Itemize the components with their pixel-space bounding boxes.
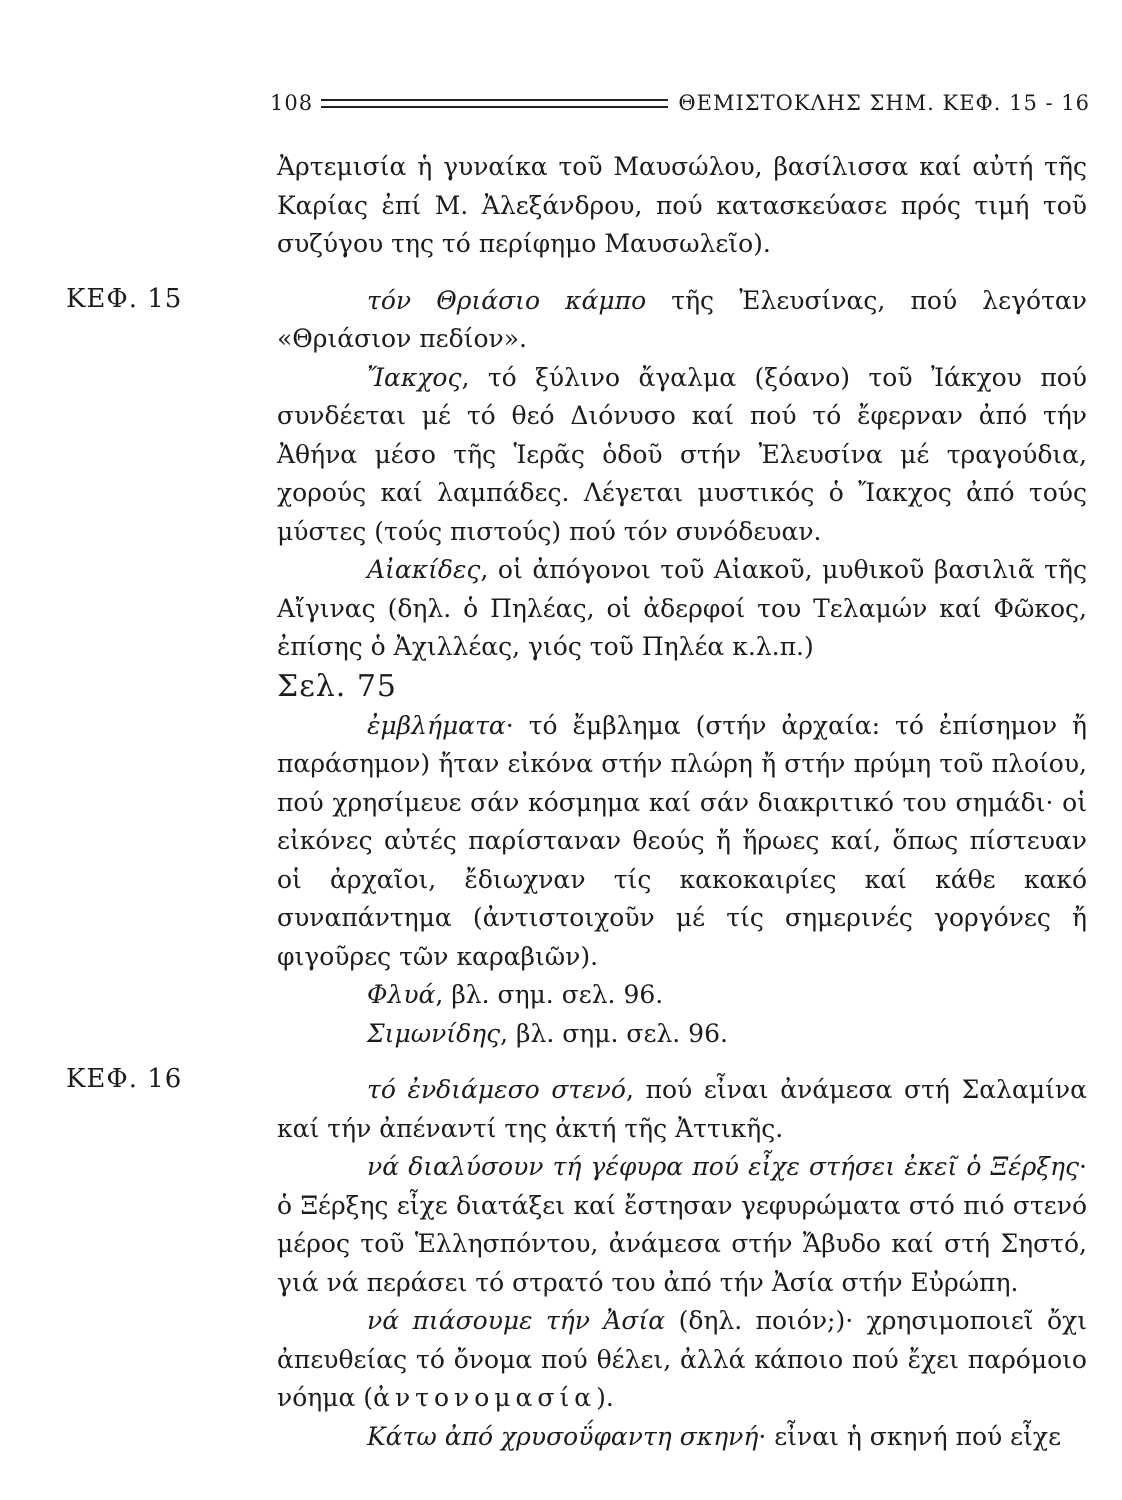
note-term: νά πιάσουμε τήν Ἀσία: [367, 1306, 666, 1335]
note-term: νά διαλύσουν τή γέφυρα πού εἶχε στήσει ἐκεῖ ὁ Ξέρξης: [367, 1152, 1080, 1181]
note-entry: Φλυά, βλ. σημ. σελ. 96.: [367, 980, 664, 1009]
paragraph: Ἀρτεμισία ἡ γυναίκα τοῦ Μαυσώλου, βασίλισσα καί αὐτή τῆς Καρίας ἐπί Μ. Ἀλεξάνδρου, πού κατασκεύασε πρός τιμή τοῦ συζύγου της τό περίφημο Μαυσωλεῖο).: [277, 152, 1087, 258]
note-term: ἐμβλήματα: [367, 710, 506, 740]
note-term: Αἰακίδες: [367, 555, 481, 584]
note-entry: ἐμβλήματα· τό ἔμβλημα (στήν ἀρχαία: τό ἐπίσημον ἤ παράσημον) ἤταν εἰκόνα στήν πλώρη ἤ στήν πρύμη τοῦ πλοίου, πού χρησίμευε σάν κόσμημα καί σάν διακριτικό του σημάδι· οἱ εἰκόνες αὐτές παρίσταναν θεούς ἤ ἥρωες καί, ὅπως πίστευαν οἱ ἀρχαῖοι, ἔδιωχναν τίς κακοκαιρίες καί κάθε κακό συναπάντημα (ἀντιστοιχοῦν μέ τίς σημερινές γοργόνες ἤ φιγοῦρες τῶν καραβιῶν).: [277, 710, 1087, 971]
header-double-rule: [321, 99, 668, 108]
note-entry: Σιμωνίδης, βλ. σημ. σελ. 96.: [367, 1018, 728, 1048]
section-heading: Σελ. 75: [277, 668, 398, 704]
spaced-term: ἀντονομασία: [373, 1383, 597, 1412]
note-entry: Ἴακχος, τό ξύλινο ἄγαλμα (ξόανο) τοῦ Ἰάκχου πού συνδέεται μέ τό θεό Διόνυσο καί πού τό ἔφερναν ἀπό τήν Ἀθήνα μέσο τῆς Ἱερᾶς ὁδοῦ στήν Ἐλευσίνα μέ τραγούδια, χορούς καί λαμπάδες. Λέγεται μυστικός ὁ Ἴακχος ἀπό τούς μύστες (τούς πιστούς) πού τόν συνόδευαν.: [277, 362, 1087, 546]
note-term: Κάτω ἀπό χρυσοΰφαντη σκηνή: [367, 1421, 759, 1451]
note-entry: Κάτω ἀπό χρυσοΰφαντη σκηνή· εἶναι ἡ σκηνή πού εἶχε: [367, 1421, 1062, 1451]
body-text: [277, 148, 1087, 1456]
note-entry: νά πιάσουμε τήν Ἀσία (δηλ. ποιόν;)· χρησιμοποιεῖ ὄχι ἀπευθείας τό ὄνομα πού θέλει, ἀλλά κάποιο πού ἔχει παρόμοιο νόημα (ἀντονομασία).: [277, 1306, 1087, 1412]
note-term: τό ἐνδιάμεσο στενό: [367, 1075, 626, 1104]
note-term: Ἴακχος: [367, 362, 462, 392]
note-term: Σιμωνίδης: [367, 1018, 501, 1048]
note-entry: Αἰακίδες, οἱ ἀπόγονοι τοῦ Αἰακοῦ, μυθικοῦ βασιλιᾶ τῆς Αἴγινας (δηλ. ὁ Πηλέας, οἱ ἀδερφοί του Τελαμών καί Φῶκος, ἐπίσης ὁ Ἀχιλλέας, γιός τοῦ Πηλέα κ.λ.π.): [277, 555, 1087, 661]
margin-label-kef15: ΚΕΦ. 15: [66, 284, 183, 314]
note-term: τόν Θριάσιο κάμπο: [367, 285, 647, 315]
running-header: [270, 88, 1090, 118]
running-title: ΘΕΜΙΣΤΟΚΛΗΣ ΣΗΜ. ΚΕΦ. 15 - 16: [678, 91, 1090, 115]
note-entry: νά διαλύσουν τή γέφυρα πού εἶχε στήσει ἐκεῖ ὁ Ξέρξης· ὁ Ξέρξης εἶχε διατάξει καί ἔστησαν γεφυρώματα στό πιό στενό μέρος τοῦ Ἑλλησπόντου, ἀνάμεσα στήν Ἄβυδο καί στή Σηστό, γιά νά περάσει τό στρατό του ἀπό τήν Ἀσία στήν Εὐρώπη.: [277, 1152, 1087, 1297]
note-entry: τόν Θριάσιο κάμπο τῆς Ἐλευσίνας, πού λεγόταν «Θριάσιον πεδίον».: [277, 285, 1087, 353]
note-term: Φλυά: [367, 980, 436, 1009]
note-entry: τό ἐνδιάμεσο στενό, πού εἶναι ἀνάμεσα στή Σαλαμίνα καί τήν ἀπέναντί της ἀκτή τῆς Ἀττικῆς.: [277, 1075, 1087, 1143]
page-number: 108: [270, 91, 314, 115]
margin-label-kef16: ΚΕΦ. 16: [66, 1064, 183, 1094]
